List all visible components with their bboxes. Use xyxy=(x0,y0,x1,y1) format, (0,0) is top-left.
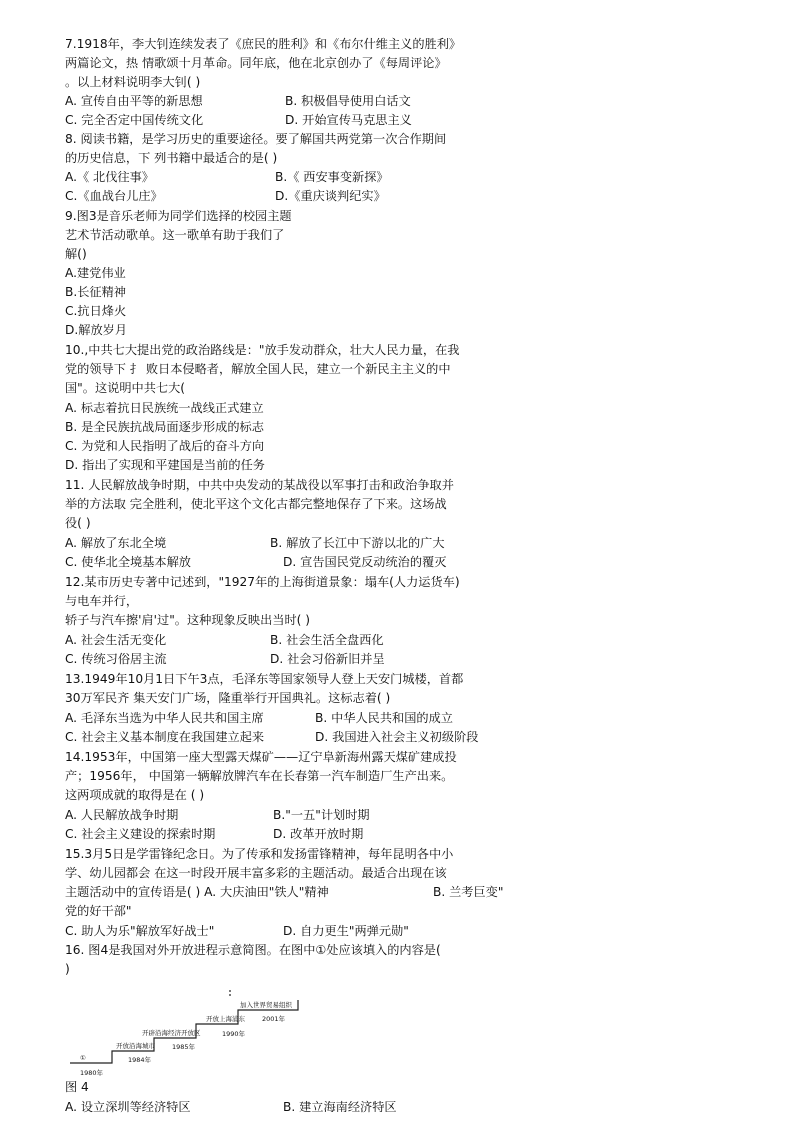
q15-option-b-part1: B. 兰考巨变" xyxy=(433,885,504,899)
step-3-year: 1985年 xyxy=(172,1043,196,1051)
q8-option-b: B.《 西安事变新探》 xyxy=(275,170,389,184)
q11-stem-line3: 役( ) xyxy=(65,516,91,530)
step-2-label: 开放沿海城市 xyxy=(116,1042,155,1050)
q7-option-a: A. 宣传自由平等的新思想 xyxy=(65,94,203,108)
q15-stem-line4: 党的好干部" xyxy=(65,904,132,918)
q12-option-a: A. 社会生活无变化 xyxy=(65,633,167,647)
q10-option-a: A. 标志着抗日民族统一战线正式建立 xyxy=(65,401,264,415)
q13-stem-line2: 30万军民齐 集天安门广场，隆重举行开国典礼。这标志着( ) xyxy=(65,691,391,705)
figure-4-caption: 图 4 xyxy=(65,1080,89,1094)
q16-stem-line2: ) xyxy=(65,962,70,976)
q10-stem-line1: 10.,中共七大提出党的政治路线是："放手发动群众，壮大人民力量，在我 xyxy=(65,343,460,357)
q10-option-d: D. 指出了实现和平建国是当前的任务 xyxy=(65,458,265,472)
q13-option-d: D. 我国进入社会主义初级阶段 xyxy=(315,730,479,744)
q9-option-c: C.抗日烽火 xyxy=(65,304,127,318)
step-4-label: 开放上海浦东 xyxy=(206,1015,245,1023)
q11-option-c: C. 使华北全境基本解放 xyxy=(65,555,191,569)
q14-option-c: C. 社会主义建设的探索时期 xyxy=(65,827,216,841)
q14-stem-line3: 这两项成就的取得是在 ( ) xyxy=(65,788,205,802)
q11-stem-line1: 11. 人民解放战争时期，中共中央发动的某战役以军事打击和政治争取并 xyxy=(65,478,454,492)
step-1-year: 1980年 xyxy=(80,1069,104,1077)
q11-option-b: B. 解放了长江中下游以北的广大 xyxy=(270,536,445,550)
q7-stem-line1: 7.1918年，李大钊连续发表了《庶民的胜利》和《布尔什维主义的胜利》 xyxy=(65,37,462,51)
q11-option-a: A. 解放了东北全境 xyxy=(65,536,167,550)
step-4-year: 1990年 xyxy=(222,1030,246,1038)
q13-option-b: B. 中华人民共和国的成立 xyxy=(315,711,453,725)
q13-option-a: A. 毛泽东当选为中华人民共和国主席 xyxy=(65,711,264,725)
step-2-year: 1984年 xyxy=(128,1056,152,1064)
step-5-label: 加入世界贸易组织 xyxy=(240,1001,292,1009)
q9-option-b: B.长征精神 xyxy=(65,285,126,299)
q12-stem-line1: 12.某市历史专著中记述到，"1927年的上海街道景象：塌车(人力运货车) xyxy=(65,575,460,589)
q14-option-d: D. 改革开放时期 xyxy=(273,827,364,841)
q10-stem-line3: 国"。这说明中共七大( xyxy=(65,381,186,395)
q14-stem-line2: 产；1956年， 中国第一辆解放牌汽车在长春第一汽车制造厂生产出来。 xyxy=(65,769,454,783)
q9-option-d: D.解放岁月 xyxy=(65,323,128,337)
q15-stem-line1: 15.3月5日是学雷锋纪念日。为了传承和发扬雷锋精神，每年昆明各中小 xyxy=(65,847,454,861)
q10-option-b: B. 是全民族抗战局面逐步形成的标志 xyxy=(65,420,264,434)
q12-option-b: B. 社会生活全盘西化 xyxy=(270,633,384,647)
q14-stem-line1: 14.1953年，中国第一座大型露天煤矿——辽宁阜新海州露天煤矿建成投 xyxy=(65,750,457,764)
q15-option-c: C. 助人为乐"解放军好战士" xyxy=(65,924,215,938)
q12-option-c: C. 传统习俗居主流 xyxy=(65,652,167,666)
q16-option-b: B. 建立海南经济特区 xyxy=(283,1100,397,1114)
q15-stem-line3: 主题活动中的宣传语是( ) A. 大庆油田"铁人"精神 xyxy=(65,885,329,899)
q8-option-d: D.《重庆谈判纪实》 xyxy=(275,189,386,203)
q11-stem-line2: 举的方法取 完全胜利，使北平这个文化古都完整地保存了下来。这场战 xyxy=(65,497,447,511)
q9-stem-line1: 9.图3是音乐老师为同学们选择的校园主题 xyxy=(65,209,292,223)
step-1-label: ① xyxy=(80,1054,86,1062)
q7-option-c: C. 完全否定中国传统文化 xyxy=(65,113,204,127)
q13-option-c: C. 社会主义基本制度在我国建立起来 xyxy=(65,730,265,744)
q11-option-d: D. 宣告国民党反动统治的覆灭 xyxy=(283,555,447,569)
q13-stem-line1: 13.1949年10月1日下午3点，毛泽东等国家领导人登上天安门城楼，首都 xyxy=(65,672,464,686)
q16-stem-line1: 16. 图4是我国对外开放进程示意简图。在图中①处应该填入的内容是( xyxy=(65,943,441,957)
q8-stem-line1: 8. 阅读书籍，是学习历史的重要途径。要了解国共两党第一次合作期间 xyxy=(65,132,447,146)
q7-stem-line3: 。以上材料说明李大钊( ) xyxy=(65,75,201,89)
q7-option-d: D. 开始宣传马克思主义 xyxy=(285,113,412,127)
q16-option-a: A. 设立深圳等经济特区 xyxy=(65,1100,191,1114)
q8-stem-line2: 的历史信息，下 列书籍中最适合的是( ) xyxy=(65,151,278,165)
q12-stem-line3: 轿子与汽车擦'肩'过"。这种现象反映出当时( ) xyxy=(65,613,311,627)
q10-option-c: C. 为党和人民指明了战后的奋斗方向 xyxy=(65,439,265,453)
q7-stem-line2: 两篇论文，热 情歌颂十月革命。同年底，他在北京创办了《每周评论》 xyxy=(65,56,447,70)
q8-option-a: A.《 北伐往事》 xyxy=(65,170,154,184)
q12-option-d: D. 社会习俗新旧并呈 xyxy=(270,652,385,666)
figure-4-staircase-diagram xyxy=(70,988,310,1078)
q9-stem-line2: 艺术节活动歌单。这一歌单有助于我们了 xyxy=(65,228,285,242)
q15-option-d: D. 自力更生"两弹元勋" xyxy=(283,924,409,938)
q8-option-c: C.《血战台儿庄》 xyxy=(65,189,163,203)
q9-option-a: A.建党伟业 xyxy=(65,266,126,280)
q9-stem-line3: 解() xyxy=(65,247,87,261)
q12-stem-line2: 与电车并行， xyxy=(65,594,139,608)
q15-stem-line2: 学、幼儿园都会 在这一时段开展丰富多彩的主题活动。最适合出现在该 xyxy=(65,866,447,880)
q14-option-b: B."一五"计划时期 xyxy=(273,808,370,822)
q14-option-a: A. 人民解放战争时期 xyxy=(65,808,179,822)
step-5-year: 2001年 xyxy=(262,1015,286,1023)
step-3-label: 开辟沿海经济开放区 xyxy=(142,1029,201,1037)
q10-stem-line2: 党的领导下 扌 败日本侵略者，解放全国人民，建立一个新民主主义的中 xyxy=(65,362,451,376)
q7-option-b: B. 积极倡导使用白话文 xyxy=(285,94,411,108)
